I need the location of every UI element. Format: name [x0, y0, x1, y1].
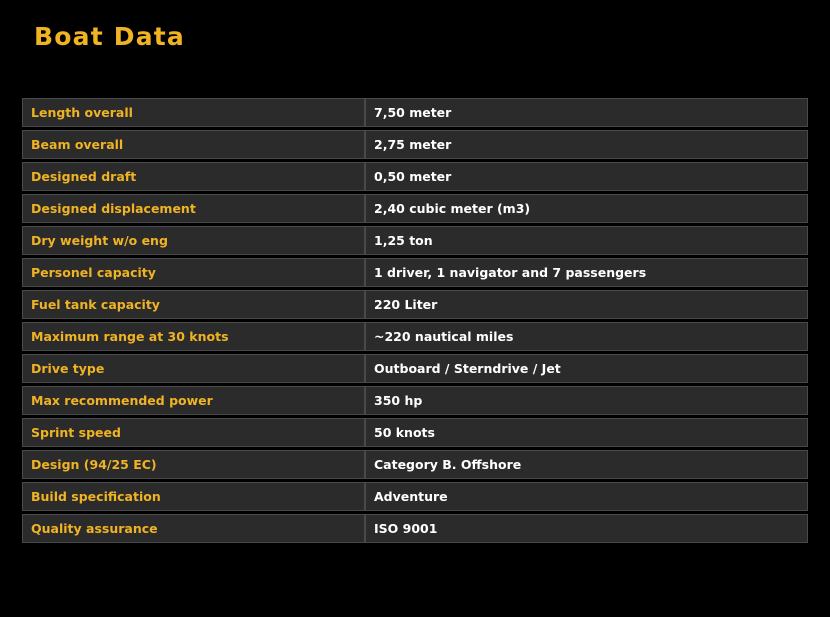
spec-label: Length overall [22, 98, 365, 127]
table-row [22, 98, 808, 127]
spec-label: Quality assurance [22, 514, 365, 543]
spec-label: Maximum range at 30 knots [22, 322, 365, 351]
spec-value: 350 hp [365, 386, 808, 415]
table-row [22, 514, 808, 543]
table-row [22, 386, 808, 415]
spec-value: 7,50 meter [365, 98, 808, 127]
spec-label: Fuel tank capacity [22, 290, 365, 319]
spec-label: Max recommended power [22, 386, 365, 415]
spec-label: Personel capacity [22, 258, 365, 287]
spec-label: Designed draft [22, 162, 365, 191]
spec-label: Beam overall [22, 130, 365, 159]
boat-specifications-table [22, 95, 808, 546]
table-row [22, 194, 808, 223]
spec-value: 0,50 meter [365, 162, 808, 191]
spec-label: Drive type [22, 354, 365, 383]
table-row [22, 162, 808, 191]
table-row [22, 450, 808, 479]
spec-value: 220 Liter [365, 290, 808, 319]
spec-label: Sprint speed [22, 418, 365, 447]
spec-table-body [22, 98, 808, 543]
table-row [22, 418, 808, 447]
table-row [22, 290, 808, 319]
spec-value: 50 knots [365, 418, 808, 447]
spec-value: Category B. Offshore [365, 450, 808, 479]
spec-label: Dry weight w/o eng [22, 226, 365, 255]
spec-label: Design (94/25 EC) [22, 450, 365, 479]
spec-label: Designed displacement [22, 194, 365, 223]
table-row [22, 226, 808, 255]
table-row [22, 482, 808, 511]
spec-value: Adventure [365, 482, 808, 511]
spec-label: Build specification [22, 482, 365, 511]
spec-value: 1,25 ton [365, 226, 808, 255]
spec-value: ISO 9001 [365, 514, 808, 543]
spec-value: Outboard / Sterndrive / Jet [365, 354, 808, 383]
spec-value: ~220 nautical miles [365, 322, 808, 351]
table-row [22, 130, 808, 159]
table-row [22, 258, 808, 287]
page-title: Boat Data [34, 22, 185, 51]
spec-value: 1 driver, 1 navigator and 7 passengers [365, 258, 808, 287]
spec-value: 2,40 cubic meter (m3) [365, 194, 808, 223]
spec-value: 2,75 meter [365, 130, 808, 159]
table-row [22, 322, 808, 351]
table-row [22, 354, 808, 383]
